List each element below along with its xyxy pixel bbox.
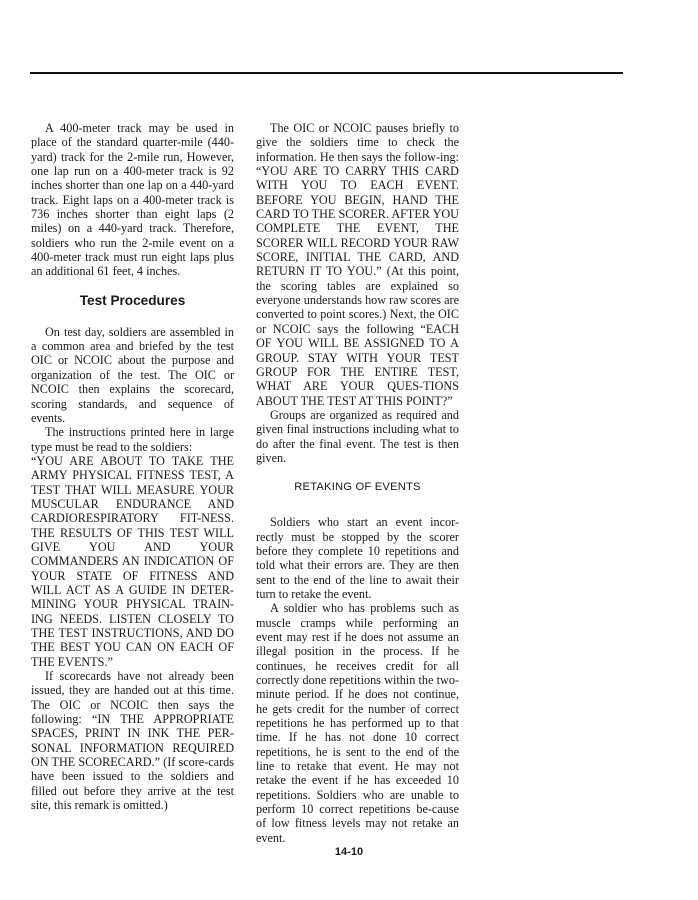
paragraph-scorecards: If scorecards have not already been issued, they are handed out at this time. The OIC or NCOIC then says the following: “IN THE APPROPRIATE SPACES, PRINT IN INK THE PER-SONAL INFORMATION REQUIRED ON THE SCORECARD.” (If score-cards have been issued to the soldiers and filled out before they arrive at the test site, this remark is omitted.) [31, 669, 234, 813]
subsection-heading: RETAKING OF EVENTS [294, 481, 421, 494]
paragraph-instructions-intro: The instructions printed here in large type must be read to the soldiers: [31, 425, 234, 454]
section-heading: Test Procedures [79, 292, 186, 308]
instructions-text: “YOU ARE ABOUT TO TAKE THE ARMY PHYSICAL FITNESS TEST, A TEST THAT WILL MEASURE YOUR MUSCULAR ENDURANCE AND CARDIORESPIRATORY FIT-NESS. THE RESULTS OF THIS TEST WILL GIVE YOU AND YOUR COMMANDERS AN INDICATION OF YOUR STATE OF FITNESS AND WILL ACT AS A GUIDE IN DETER-MINING YOUR PHYSICAL TRAIN-ING NEEDS. LISTEN CLOSELY TO THE TEST INSTRUCTIONS, AND DO THE BEST YOU CAN ON EACH OF THE EVENTS.” [31, 453, 234, 669]
paragraph-muscle-cramps: A soldier who has problems such as muscle cramps while performing an event may rest if he does not assume an illegal position in the process. If he continues, he receives credit for all correctly done repetitions within the two-minute period. If he does not continue, he gets credit for the number of correct repetitions he has performed up to that time. If he has not done 10 correct repetitions, he is sent to the end of the line to retake that event. He may not retake the event if he has exceeded 10 repetitions. Soldiers who are unable to perform 10 correct repetitions be-cause of low fitness levels may not retake an event. [256, 601, 459, 845]
paragraph-pause: The OIC or NCOIC pauses briefly to give the soldiers time to check the information. He then says the follow-ing: “YOU ARE TO CARRY THIS CARD WITH YOU TO EACH EVENT. BEFORE YOU BEGIN, HAND THE CARD TO THE SCORER. AFTER YOU COMPLETE THE EVENT, THE SCORER WILL RECORD YOUR RAW SCORE, INITIAL THE CARD, AND RETURN IT TO YOU.” (At this point, the scoring tables are explained so everyone understands how raw scores are converted to point scores.) Next, the OIC or NCOIC says the following “EACH OF YOU WILL BE ASSIGNED TO A GROUP. STAY WITH YOUR TEST GROUP FOR THE ENTIRE TEST, WHAT ARE YOUR QUES-TIONS ABOUT THE TEST AT THIS POINT?” [256, 121, 459, 408]
page-number: 14-10 [334, 846, 364, 858]
left-column [31, 121, 234, 812]
paragraph-groups: Groups are organized as required and given final instructions including what to do after the final event. The test is then given. [256, 407, 459, 465]
paragraph-incorrect-start: Soldiers who start an event incor-rectly must be stopped by the scorer before they complete 10 repetitions and told what their errors are. They are then sent to the end of the line to await their turn to retake the event. [256, 515, 459, 601]
paragraph-test-day: On test day, soldiers are assembled in a common area and briefed by the test OIC or NCOIC about the purpose and organization of the test. The OIC or NCOIC then explains the scorecard, scoring standards, and sequence of events. [31, 324, 234, 425]
paragraph-track: A 400-meter track may be used in place of the standard quarter-mile (440-yard) track for the 2-mile run, However, one lap run on a 400-meter track is 92 inches shorter than one lap on a 440-yard track. Eight laps on a 400-meter track is 736 inches shorter than eight laps (2 miles) on a 440-yard track. Therefore, soldiers who run the 2-mile event on a 400-meter track must run eight laps plus an additional 61 feet, 4 inches. [31, 121, 234, 279]
right-column [256, 121, 459, 845]
top-rule [30, 72, 623, 74]
